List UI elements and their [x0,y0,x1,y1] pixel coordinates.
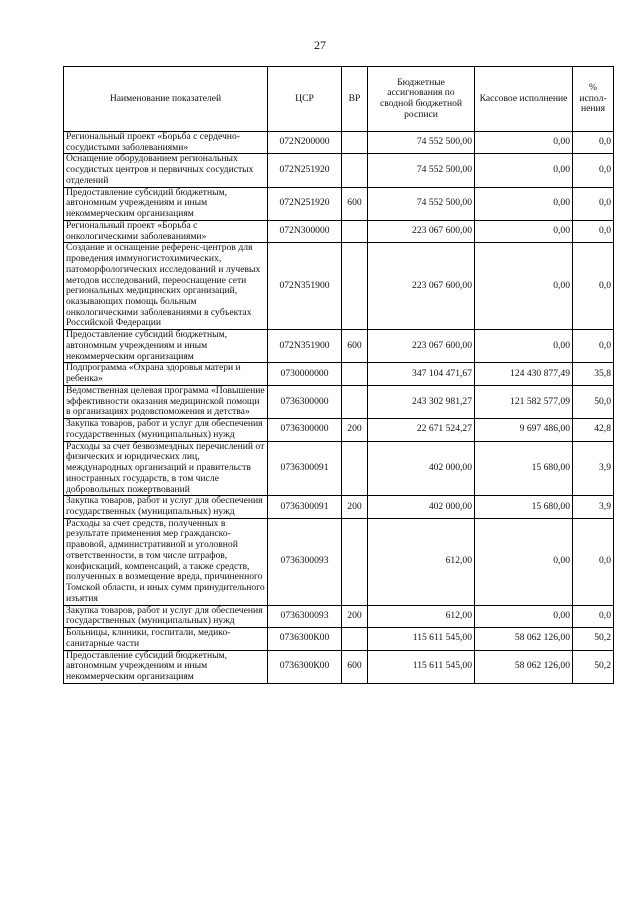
row-percent-cell: 3,9 [573,441,614,496]
row-execution-cell: 0,00 [475,518,573,605]
row-percent-cell: 50,0 [573,385,614,418]
row-vr-cell [342,518,368,605]
table-row [64,650,614,683]
row-csr-cell: 072N251920 [268,187,342,220]
header-percent: % испол-нения [573,67,614,132]
page-number: 27 [314,38,326,52]
row-name-cell: Региональный проект «Борьба с онкологическими заболеваниями» [64,220,268,242]
header-csr: ЦСР [268,67,342,132]
row-assignment-cell: 22 671 524,27 [368,419,475,441]
table-row [64,518,614,605]
row-assignment-cell: 402 000,00 [368,441,475,496]
row-assignment-cell: 347 104 471,67 [368,363,475,385]
table-row [64,330,614,363]
row-vr-cell [342,220,368,242]
row-vr-cell [342,363,368,385]
row-vr-cell [342,243,368,330]
budget-execution-table [63,66,614,684]
header-assignments: Бюджетные ассигнования по сводной бюджетной росписи [368,67,475,132]
row-name-cell: Создание и оснащение референс-центров для проведения иммуногистохимических, патоморфологических исследований и лучевых методов исследований, переоснащение сети региональных медицинских организаций, оказывающих помощь больным онкологическими заболеваниями в субъектах Российской Федерации [64,243,268,330]
table-row [64,154,614,187]
row-assignment-cell: 74 552 500,00 [368,154,475,187]
row-csr-cell: 0736300000 [268,385,342,418]
row-percent-cell: 42,8 [573,419,614,441]
row-execution-cell: 0,00 [475,330,573,363]
table-row [64,220,614,242]
row-name-cell: Расходы за счет средств, полученных в результате применения мер гражданско-правовой, административной и уголовной ответственности, в том числе штрафов, конфискаций, компенсаций, а также средств, полученных в возмещение вреда, причиненного Томской области, и иных сумм принудительного изъятия [64,518,268,605]
row-percent-cell: 3,9 [573,496,614,518]
row-execution-cell: 0,00 [475,220,573,242]
row-vr-cell [342,441,368,496]
row-execution-cell: 0,00 [475,132,573,154]
row-name-cell: Региональный проект «Борьба с сердечно-сосудистыми заболеваниями» [64,132,268,154]
table-row [64,496,614,518]
row-csr-cell: 072N351900 [268,243,342,330]
row-execution-cell: 15 680,00 [475,441,573,496]
row-name-cell: Оснащение оборудованием региональных сосудистых центров и первичных сосудистых отделений [64,154,268,187]
row-percent-cell: 50,2 [573,650,614,683]
row-name-cell: Предоставление субсидий бюджетным, автономным учреждениям и иным некоммерческим организациям [64,650,268,683]
row-assignment-cell: 115 611 545,00 [368,628,475,650]
row-csr-cell: 0736300093 [268,518,342,605]
row-assignment-cell: 74 552 500,00 [368,187,475,220]
table-row [64,419,614,441]
row-name-cell: Закупка товаров, работ и услуг для обеспечения государственных (муниципальных) нужд [64,496,268,518]
row-csr-cell: 072N251920 [268,154,342,187]
table-header-row [64,67,614,132]
row-vr-cell: 200 [342,496,368,518]
row-percent-cell: 0,0 [573,132,614,154]
table-row [64,385,614,418]
row-assignment-cell: 243 302 981,27 [368,385,475,418]
row-csr-cell: 072N200000 [268,132,342,154]
row-name-cell: Расходы за счет безвозмездных перечислений от физических и юридических лиц, международных организаций и правительств иностранных государств, в том числе добровольных пожертвований [64,441,268,496]
table-body [64,132,614,684]
row-percent-cell: 35,8 [573,363,614,385]
row-execution-cell: 58 062 126,00 [475,650,573,683]
table-row [64,628,614,650]
row-percent-cell: 0,0 [573,154,614,187]
row-percent-cell: 0,0 [573,330,614,363]
row-execution-cell: 15 680,00 [475,496,573,518]
row-vr-cell: 600 [342,187,368,220]
row-name-cell: Ведомственная целевая программа «Повышение эффективности оказания медицинской помощи в организациях родовспоможения и детства» [64,385,268,418]
row-execution-cell: 121 582 577,09 [475,385,573,418]
row-vr-cell: 200 [342,605,368,627]
row-assignment-cell: 115 611 545,00 [368,650,475,683]
row-vr-cell [342,154,368,187]
row-csr-cell: 0736300093 [268,605,342,627]
row-name-cell: Закупка товаров, работ и услуг для обеспечения государственных (муниципальных) нужд [64,605,268,627]
row-execution-cell: 124 430 877,49 [475,363,573,385]
row-execution-cell: 0,00 [475,243,573,330]
table-row [64,363,614,385]
row-execution-cell: 0,00 [475,154,573,187]
row-execution-cell: 0,00 [475,187,573,220]
table-row [64,605,614,627]
row-name-cell: Закупка товаров, работ и услуг для обеспечения государственных (муниципальных) нужд [64,419,268,441]
row-name-cell: Подпрограмма «Охрана здоровья матери и ребенка» [64,363,268,385]
row-csr-cell: 072N300000 [268,220,342,242]
row-vr-cell [342,628,368,650]
row-csr-cell: 0736300К00 [268,650,342,683]
row-assignment-cell: 223 067 600,00 [368,243,475,330]
row-vr-cell [342,132,368,154]
row-csr-cell: 0736300000 [268,419,342,441]
row-vr-cell [342,385,368,418]
row-percent-cell: 0,0 [573,243,614,330]
header-execution: Кассовое исполнение [475,67,573,132]
row-execution-cell: 9 697 486,00 [475,419,573,441]
header-name: Наименование показателей [64,67,268,132]
row-assignment-cell: 223 067 600,00 [368,330,475,363]
row-percent-cell: 50,2 [573,628,614,650]
row-execution-cell: 0,00 [475,605,573,627]
row-percent-cell: 0,0 [573,220,614,242]
row-percent-cell: 0,0 [573,518,614,605]
row-assignment-cell: 402 000,00 [368,496,475,518]
row-name-cell: Предоставление субсидий бюджетным, автономным учреждениям и иным некоммерческим организациям [64,330,268,363]
row-vr-cell: 600 [342,650,368,683]
row-csr-cell: 072N351900 [268,330,342,363]
row-percent-cell: 0,0 [573,187,614,220]
row-assignment-cell: 74 552 500,00 [368,132,475,154]
table-row [64,243,614,330]
table-row [64,187,614,220]
row-vr-cell: 200 [342,419,368,441]
row-csr-cell: 0736300091 [268,496,342,518]
row-percent-cell: 0,0 [573,605,614,627]
row-assignment-cell: 612,00 [368,605,475,627]
row-name-cell: Больницы, клиники, госпитали, медико-санитарные части [64,628,268,650]
row-vr-cell: 600 [342,330,368,363]
row-csr-cell: 0730000000 [268,363,342,385]
table-row [64,441,614,496]
row-assignment-cell: 612,00 [368,518,475,605]
table-row [64,132,614,154]
row-execution-cell: 58 062 126,00 [475,628,573,650]
row-csr-cell: 0736300К00 [268,628,342,650]
row-assignment-cell: 223 067 600,00 [368,220,475,242]
row-csr-cell: 0736300091 [268,441,342,496]
row-name-cell: Предоставление субсидий бюджетным, автономным учреждениям и иным некоммерческим организациям [64,187,268,220]
header-vr: ВР [342,67,368,132]
